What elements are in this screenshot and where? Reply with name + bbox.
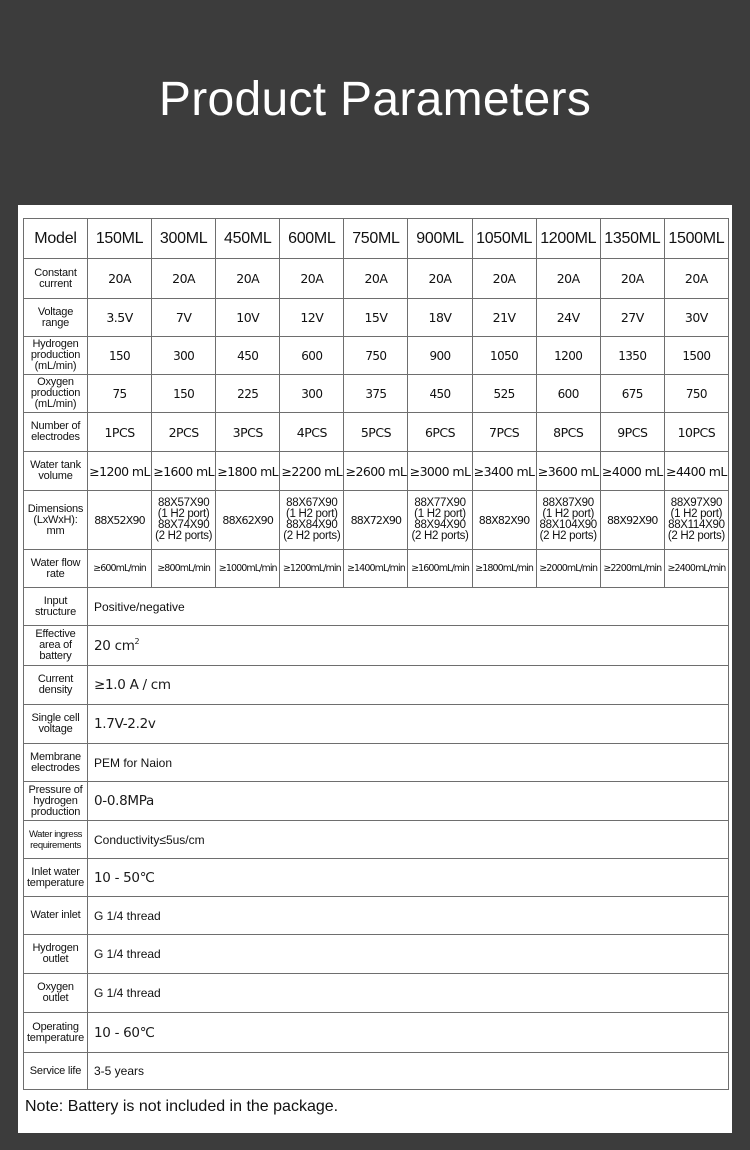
table-cell: 20A xyxy=(600,259,664,299)
table-cell: 1050 xyxy=(472,337,536,375)
spec-label: Current density xyxy=(24,666,88,705)
spec-row xyxy=(24,782,729,821)
spec-value-text: 20 cm xyxy=(94,638,135,654)
row-label: Water tank volume xyxy=(24,452,88,491)
spec-row xyxy=(24,859,729,897)
table-cell: ≥1600mL/min xyxy=(408,550,472,588)
table-cell: 75 xyxy=(88,375,152,413)
model-header: 1350ML xyxy=(600,219,664,259)
table-cell: ≥800mL/min xyxy=(152,550,216,588)
spec-value: G 1/4 thread xyxy=(88,974,729,1013)
table-cell: 5PCS xyxy=(344,413,408,452)
table-cell: 3PCS xyxy=(216,413,280,452)
table-cell: ≥4000 mL xyxy=(600,452,664,491)
table-cell: 20A xyxy=(536,259,600,299)
spec-value: 0-0.8MPa xyxy=(88,782,729,821)
table-cell: 6PCS xyxy=(408,413,472,452)
spec-row xyxy=(24,666,729,705)
table-cell: 15V xyxy=(344,299,408,337)
table-cell: 18V xyxy=(408,299,472,337)
table-cell: ≥2200mL/min xyxy=(600,550,664,588)
table-cell: ≥1800mL/min xyxy=(472,550,536,588)
table-row xyxy=(24,375,729,413)
spec-row xyxy=(24,626,729,666)
model-header: 900ML xyxy=(408,219,472,259)
table-cell: 1PCS xyxy=(88,413,152,452)
table-cell: 300 xyxy=(280,375,344,413)
table-cell: 20A xyxy=(344,259,408,299)
table-cell: 20A xyxy=(472,259,536,299)
model-header: 450ML xyxy=(216,219,280,259)
row-label: Voltage range xyxy=(24,299,88,337)
row-label: Number of electrodes xyxy=(24,413,88,452)
spec-label: Inlet water temperature xyxy=(24,859,88,897)
spec-row xyxy=(24,588,729,626)
table-cell: 12V xyxy=(280,299,344,337)
table-row xyxy=(24,337,729,375)
model-header: 150ML xyxy=(88,219,152,259)
table-cell: 88X82X90 xyxy=(472,491,536,550)
table-cell: 88X92X90 xyxy=(600,491,664,550)
model-header: 750ML xyxy=(344,219,408,259)
table-cell: ≥1800 mL xyxy=(216,452,280,491)
table-cell: 10PCS xyxy=(664,413,728,452)
spec-row xyxy=(24,821,729,859)
table-cell: 750 xyxy=(664,375,728,413)
table-cell: ≥600mL/min xyxy=(88,550,152,588)
table-cell: ≥3400 mL xyxy=(472,452,536,491)
table-cell: 375 xyxy=(344,375,408,413)
table-cell: 88X72X90 xyxy=(344,491,408,550)
table-cell: 900 xyxy=(408,337,472,375)
row-label: Hydrogen production (mL/min) xyxy=(24,337,88,375)
model-header: 300ML xyxy=(152,219,216,259)
table-cell: 1350 xyxy=(600,337,664,375)
spec-label: Service life xyxy=(24,1053,88,1090)
table-cell: 88X97X90 (1 H2 port) 88X114X90 (2 H2 ports) xyxy=(664,491,728,550)
spec-row xyxy=(24,897,729,935)
table-cell: 21V xyxy=(472,299,536,337)
table-cell: ≥1200mL/min xyxy=(280,550,344,588)
model-header: 1200ML xyxy=(536,219,600,259)
spec-label: Oxygen outlet xyxy=(24,974,88,1013)
footnote: Note: Battery is not included in the package. xyxy=(25,1098,339,1115)
table-cell: 88X77X90 (1 H2 port) 88X94X90 (2 H2 ports) xyxy=(408,491,472,550)
table-cell: 225 xyxy=(216,375,280,413)
table-cell: 150 xyxy=(88,337,152,375)
table-cell: 88X52X90 xyxy=(88,491,152,550)
table-cell: 8PCS xyxy=(536,413,600,452)
table-cell: 3.5V xyxy=(88,299,152,337)
spec-label: Hydrogen outlet xyxy=(24,935,88,974)
spec-row xyxy=(24,974,729,1013)
table-cell: 1200 xyxy=(536,337,600,375)
spec-value: PEM for Naion xyxy=(88,744,729,782)
table-cell: 20A xyxy=(88,259,152,299)
header-label: Model xyxy=(24,219,88,259)
spec-value: Positive/negative xyxy=(88,588,729,626)
spec-row xyxy=(24,744,729,782)
spec-value: 10 - 60℃ xyxy=(88,1013,729,1053)
spec-value: Conductivity≤5us/cm xyxy=(88,821,729,859)
row-label: Water flow rate xyxy=(24,550,88,588)
spec-label: Effective area of battery xyxy=(24,626,88,666)
table-cell: 675 xyxy=(600,375,664,413)
spec-row xyxy=(24,705,729,744)
spec-value: G 1/4 thread xyxy=(88,897,729,935)
table-cell: ≥3600 mL xyxy=(536,452,600,491)
spec-value: G 1/4 thread xyxy=(88,935,729,974)
table-cell: 30V xyxy=(664,299,728,337)
parameters-table xyxy=(23,218,729,1090)
table-cell: 88X67X90 (1 H2 port) 88X84X90 (2 H2 ports) xyxy=(280,491,344,550)
table-cell: ≥2000mL/min xyxy=(536,550,600,588)
spec-value: 10 - 50℃ xyxy=(88,859,729,897)
table-cell: 88X87X90 (1 H2 port) 88X104X90 (2 H2 ports) xyxy=(536,491,600,550)
table-cell: 9PCS xyxy=(600,413,664,452)
row-label: Constant current xyxy=(24,259,88,299)
spec-row xyxy=(24,935,729,974)
table-cell: ≥4400 mL xyxy=(664,452,728,491)
spec-row xyxy=(24,1013,729,1053)
table-row xyxy=(24,299,729,337)
table-cell: 300 xyxy=(152,337,216,375)
table-cell: ≥1600 mL xyxy=(152,452,216,491)
spec-label: Membrane electrodes xyxy=(24,744,88,782)
table-cell: 750 xyxy=(344,337,408,375)
spec-value: ≥1.0 A / cm xyxy=(88,666,729,705)
spec-label: Input structure xyxy=(24,588,88,626)
table-cell: ≥1400mL/min xyxy=(344,550,408,588)
table-header-row xyxy=(24,219,729,259)
table-cell: 88X57X90 (1 H2 port) 88X74X90 (2 H2 ports) xyxy=(152,491,216,550)
table-cell: 20A xyxy=(152,259,216,299)
superscript: 2 xyxy=(134,637,140,646)
table-cell: ≥1200 mL xyxy=(88,452,152,491)
spec-row xyxy=(24,1053,729,1090)
table-cell: ≥1000mL/min xyxy=(216,550,280,588)
table-cell: 600 xyxy=(536,375,600,413)
model-header: 1500ML xyxy=(664,219,728,259)
table-cell: 450 xyxy=(408,375,472,413)
table-cell: 2PCS xyxy=(152,413,216,452)
table-cell: ≥2200 mL xyxy=(280,452,344,491)
spec-label: Operating temperature xyxy=(24,1013,88,1053)
table-cell: 7V xyxy=(152,299,216,337)
spec-label: Water ingress requirements xyxy=(24,821,88,859)
table-cell: 24V xyxy=(536,299,600,337)
table-cell: 20A xyxy=(280,259,344,299)
table-cell: ≥2400mL/min xyxy=(664,550,728,588)
table-cell: 600 xyxy=(280,337,344,375)
page-title: Product Parameters xyxy=(158,73,592,126)
model-header: 1050ML xyxy=(472,219,536,259)
table-cell: 20A xyxy=(408,259,472,299)
table-cell: 1500 xyxy=(664,337,728,375)
spec-value: 1.7V-2.2v xyxy=(88,705,729,744)
model-header: 600ML xyxy=(280,219,344,259)
table-cell: 20A xyxy=(216,259,280,299)
parameters-panel xyxy=(18,205,732,1133)
spec-label: Pressure of hydrogen production xyxy=(24,782,88,821)
spec-value xyxy=(88,626,729,666)
table-cell: 27V xyxy=(600,299,664,337)
table-cell: 525 xyxy=(472,375,536,413)
table-cell: ≥3000 mL xyxy=(408,452,472,491)
table-cell: 150 xyxy=(152,375,216,413)
spec-label: Single cell voltage xyxy=(24,705,88,744)
table-cell: 20A xyxy=(664,259,728,299)
table-cell: 10V xyxy=(216,299,280,337)
table-row xyxy=(24,491,729,550)
table-row xyxy=(24,413,729,452)
table-cell: 4PCS xyxy=(280,413,344,452)
row-label: Dimensions (LxWxH): mm xyxy=(24,491,88,550)
table-cell: ≥2600 mL xyxy=(344,452,408,491)
spec-label: Water inlet xyxy=(24,897,88,935)
table-cell: 450 xyxy=(216,337,280,375)
table-cell: 7PCS xyxy=(472,413,536,452)
table-row xyxy=(24,452,729,491)
table-row xyxy=(24,550,729,588)
table-row xyxy=(24,259,729,299)
table-cell: 88X62X90 xyxy=(216,491,280,550)
row-label: Oxygen production (mL/min) xyxy=(24,375,88,413)
spec-value: 3-5 years xyxy=(88,1053,729,1090)
